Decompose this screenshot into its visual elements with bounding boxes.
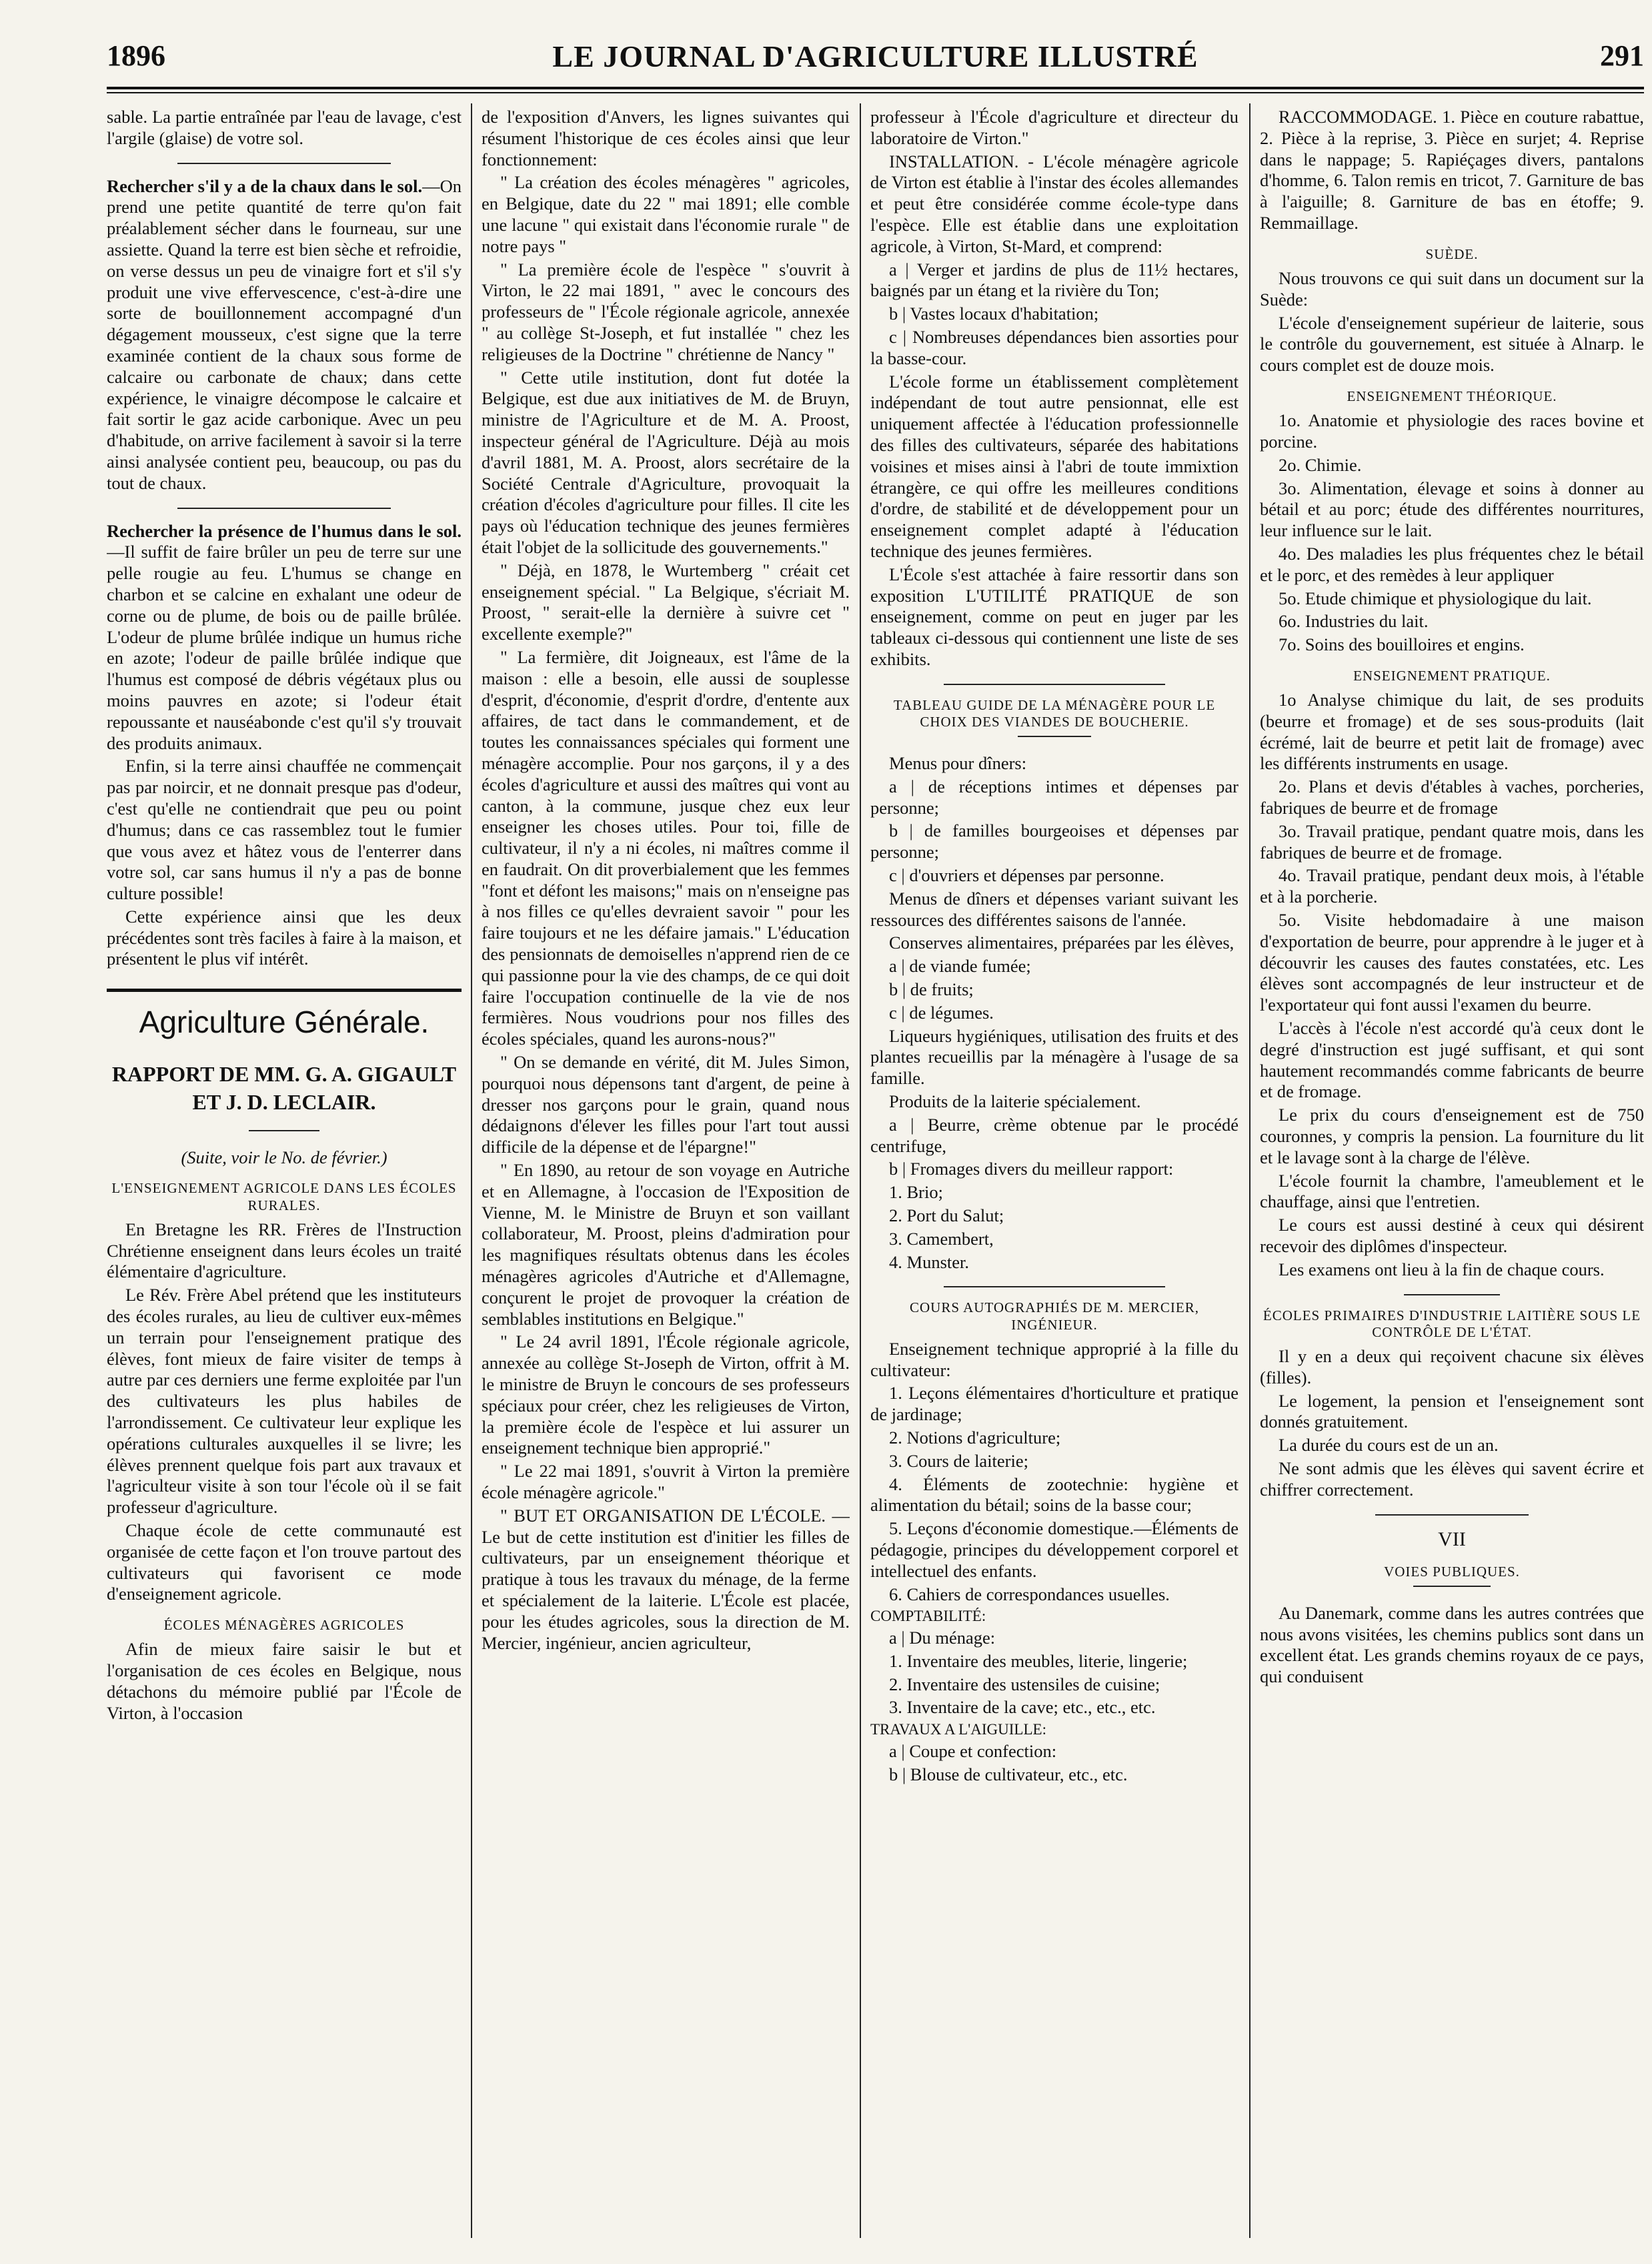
section-heading: VOIES PUBLIQUES. bbox=[1384, 1563, 1520, 1580]
paragraph: Le cours est aussi destiné à ceux qui désirent recevoir des diplômes d'inspecteur. bbox=[1260, 1215, 1644, 1257]
column-divider bbox=[471, 103, 472, 2238]
section-rule bbox=[107, 989, 462, 992]
paragraph: " Déjà, en 1878, le Wurtemberg " créait cet enseignement spécial. " La Belgique, s'écriait M. Proost, " serait-elle la dernière à suivre cet " excellente exemple?" bbox=[482, 560, 850, 644]
separator bbox=[1413, 1586, 1490, 1587]
paragraph: Menus de dîners et dépenses variant suivant les ressources des différentes saisons de l'année. bbox=[870, 888, 1238, 930]
list-item: 4o. Des maladies les plus fréquentes chez le bétail et le porc, et des remèdes à leur appliquer bbox=[1260, 543, 1644, 585]
page-header bbox=[107, 39, 1644, 85]
paragraph: " BUT ET ORGANISATION DE L'ÉCOLE. —Le but de cette institution est d'initier les filles de cultivateurs, par un enseignement théorique et pratique à tous les travaux du ménage, de la ferme et spécialement de la laiterie. L'École est placée, pour les études agricoles, sous la direction de M. Mercier, ingénieur, ancien agriculteur, bbox=[482, 1505, 850, 1653]
separator bbox=[1404, 1294, 1500, 1295]
subheading: Rechercher s'il y a de la chaux dans le sol. bbox=[107, 175, 423, 196]
list-item: 1o. Anatomie et physiologie des races bovine et porcine. bbox=[1260, 410, 1644, 452]
paragraph: Enseignement technique approprié à la fille du cultivateur: bbox=[870, 1338, 1238, 1380]
list-item: 3o. Alimentation, élevage et soins à donner au bétail et au porc; étude des différentes nourritures, leur influence sur le lait. bbox=[1260, 478, 1644, 541]
separator bbox=[177, 508, 390, 509]
paragraph: L'école forme un établissement complètement indépendant de tout autre pensionnat, elle est uniquement affectée à l'éducation professionnelle des filles des cultivateurs, séparée des habitations voisines et mises ainsi à l'abri de toute immixtion étrangère, ce qui offre les meilleures conditions d'ordre, de stabilité et de développement pour un enseignement complet adapté à l'éducation technique des jeunes fermières. bbox=[870, 371, 1238, 561]
list-item: 2. Inventaire des ustensiles de cuisine; bbox=[889, 1674, 1160, 1694]
paragraph: L'école d'enseignement supérieur de laiterie, sous le contrôle du gouvernement, est située à Alnarp. le cours complet est de douze mois. bbox=[1260, 312, 1644, 376]
section-heading: L'ENSEIGNEMENT AGRICOLE DANS LES ÉCOLES RURALES. bbox=[111, 1180, 457, 1213]
separator bbox=[1375, 1514, 1529, 1516]
subheading: TRAVAUX A L'AIGUILLE: bbox=[870, 1721, 1046, 1738]
list-item: 5. Leçons d'économie domestique.—Éléments de pédagogie, principes du développement corporel et intellectuel des enfants. bbox=[870, 1518, 1238, 1581]
column-4 bbox=[1260, 107, 1644, 2238]
paragraph: Chaque école de cette communauté est organisée de cette façon et l'on trouve partout des cultivateurs qui favorisent ce mode d'enseignement agricole. bbox=[107, 1520, 462, 1604]
paragraph: " En 1890, au retour de son voyage en Autriche et en Allemagne, à l'occasion de l'Exposition de Vienne, M. le Ministre de Bruyn et son vaillant collaborateur, M. Proost, pleins d'admiration pour les magnifiques résultats obtenus dans les écoles ménagères agricoles d'Autriche et d'Allemagne, conçurent le projet de provoquer la création de semblables institutions en Belgique." bbox=[482, 1160, 850, 1329]
paragraph: professeur à l'École d'agriculture et directeur du laboratoire de Virton." bbox=[870, 107, 1238, 148]
separator bbox=[944, 684, 1164, 685]
section-heading: ENSEIGNEMENT THÉORIQUE. bbox=[1347, 388, 1557, 404]
list-item: 1. Leçons élémentaires d'horticulture et pratique de jardinage; bbox=[870, 1383, 1238, 1425]
header-rule-thin bbox=[107, 92, 1644, 93]
subheading: COMPTABILITÉ: bbox=[870, 1608, 986, 1625]
separator bbox=[944, 1286, 1164, 1287]
list-item: 2. Port du Salut; bbox=[889, 1205, 1004, 1226]
paragraph: En Bretagne les RR. Frères de l'Instruction Chrétienne enseignent dans leurs écoles un traité élémentaire d'agriculture. bbox=[107, 1219, 462, 1282]
paragraph: Liqueurs hygiéniques, utilisation des fruits et des plantes recueillis par la ménagère à l'usage de sa famille. bbox=[870, 1025, 1238, 1089]
section-heading: ÉCOLES MÉNAGÈRES AGRICOLES bbox=[163, 1617, 405, 1634]
list-item: b | Vastes locaux d'habitation; bbox=[889, 304, 1099, 324]
paragraph: L'accès à l'école n'est accordé qu'à ceux dont le degré d'instruction est jugé suffisant, et qui sont hautement recommandés comme fabricants de beurre et de fromage. bbox=[1260, 1018, 1644, 1102]
paragraph: RACCOMMODAGE. 1. Pièce en couture rabattue, 2. Pièce à la reprise, 3. Pièce en surjet; 4. Reprise dans le nappage; 5. Rapiéçages divers, pantalons d'homme, 6. Talon remis en tricot, 7. Garniture de bas à l'aiguille; 8. Garniture de bas en étoffe; 9. Remmaillage. bbox=[1260, 107, 1644, 233]
journal-title: LE JOURNAL D'AGRICULTURE ILLUSTRÉ bbox=[552, 39, 1198, 73]
paragraph: " La première école de l'espèce " s'ouvrit à Virton, le 22 mai 1891, " avec le concours des professeurs de " l'École régionale agricole, annexée " au collège St-Joseph, et fut installée " chez les religieuses de la Doctrine " chrétienne de Nancy " bbox=[482, 259, 850, 364]
paragraph: " La fermière, dit Joigneaux, est l'âme de la maison : elle a besoin, elle aussi de souplesse d'esprit, d'économie, d'esprit d'ordre, d'entente aux affaires, de tact dans le commandement, et de toutes les connaissances spéciales qui forment une ménagère accomplie. Pour nos garçons, il y a des écoles d'agriculture et aussi des maîtres qui vont au canton, à la commune, jusque chez eux leur enseigner les choses utiles. Pour toi, fille de cultivateur, il n'y a ni écoles, ni maîtres comme il en faudrait. On dit proverbialement que les femmes "font et défont les maisons;" mais on n'enseigne pas à nos filles ce qu'elles devraient savoir " pour les faire toujours et ne les défaire jamais." L'éducation des pensionnats de demoiselles n'apprend rien de ce qui passionne pour la vie des champs, de ce qui doit faire l'occupation continuelle de la vie de nos fermières. Nous voudrions pour nos filles des écoles spéciales, quand les aurons-nous?" bbox=[482, 646, 850, 1049]
paragraph: Le logement, la pension et l'enseignement sont donnés gratuitement. bbox=[1260, 1390, 1644, 1432]
paragraph: Conserves alimentaires, préparées par les élèves, bbox=[889, 933, 1234, 953]
section-heading: ÉCOLES PRIMAIRES D'INDUSTRIE LAITIÈRE SOUS LE CONTRÔLE DE L'ÉTAT. bbox=[1263, 1307, 1641, 1340]
list-item: 3. Camembert, bbox=[889, 1228, 994, 1249]
continuation-note: (Suite, voir le No. de février.) bbox=[181, 1147, 387, 1167]
list-item: b | de fruits; bbox=[889, 979, 974, 1000]
list-item: 2o. Plans et devis d'étables à vaches, porcheries, fabriques de beurre et de fromage bbox=[1260, 776, 1644, 818]
list-item: 3. Cours de laiterie; bbox=[889, 1450, 1028, 1471]
paragraph: sable. La partie entraînée par l'eau de lavage, c'est l'argile (glaise) de votre sol. bbox=[107, 107, 462, 148]
paragraph: Cette expérience ainsi que les deux précédentes sont très faciles à faire à la maison, et présentent le plus vif intérêt. bbox=[107, 906, 462, 969]
paragraph: Les examens ont lieu à la fin de chaque cours. bbox=[1279, 1259, 1605, 1279]
list-item: 1. Brio; bbox=[889, 1182, 943, 1203]
paragraph: Nous trouvons ce qui suit dans un document sur la Suède: bbox=[1260, 267, 1644, 310]
section-heading: ENSEIGNEMENT PRATIQUE. bbox=[1353, 667, 1551, 684]
report-title: RAPPORT DE MM. G. A. GIGAULT ET J. D. LECLAIR. bbox=[111, 1062, 457, 1115]
paragraph: " On se demande en vérité, dit M. Jules Simon, pourquoi nous dépensons tant d'argent, de peine à dresser nos garçons pour le grain, quand nous dédaignons d'élever les filles pour l'art tout aussi difficile de la dépense et de l'épargne!" bbox=[482, 1052, 850, 1157]
paragraph: Afin de mieux faire saisir le but et l'organisation de ces écoles en Belgique, nous détachons du mémoire publié par l'École de Virton, à l'occasion bbox=[107, 1639, 462, 1723]
subheading: Rechercher la présence de l'humus dans le sol. bbox=[107, 520, 462, 541]
paragraph: INSTALLATION. - L'école ménagère agricole de Virton est établie à l'instar des écoles allemandes et peut être considérée comme école-type dans l'espèce. Elle est établie dans une exploitation agricole, à Virton, St-Mard, et comprend: bbox=[870, 151, 1238, 256]
list-item: 3. Inventaire de la cave; etc., etc., etc. bbox=[889, 1697, 1156, 1718]
column-divider bbox=[1249, 103, 1251, 2238]
paragraph: L'École s'est attachée à faire ressortir dans son exposition L'UTILITÉ PRATIQUE de son enseignement, comme on peut en juger par les tableaux ci-dessous qui contiennent une liste de ses exhibits. bbox=[870, 564, 1238, 669]
section-heading: COURS AUTOGRAPHIÉS DE M. MERCIER, INGÉNIEUR. bbox=[910, 1299, 1199, 1333]
list-item: a | Beurre, crème obtenue par le procédé centrifuge, bbox=[870, 1114, 1238, 1156]
list-item: b | Blouse de cultivateur, etc., etc. bbox=[889, 1764, 1128, 1784]
list-item: 5o. Etude chimique et physiologique du lait. bbox=[1279, 588, 1592, 608]
paragraph: —Il suffit de faire brûler un peu de terre sur une pelle rougie au feu. L'humus se change en charbon et se calcine en exhalant une odeur de corne ou de plume, de bois ou de paille brûlée. L'odeur de plume brûlée indique un humus riche en azote; l'odeur de paille brûlée indique que l'humus est composé de débris végétaux plus ou moins pauvres en azote; si l'odeur était repoussante et nauséabonde c'est qu'il s'y trouvait des produits animaux. bbox=[107, 542, 462, 753]
paragraph: " La création des écoles ménagères " agricoles, en Belgique, date du 22 " mai 1891; elle comble une lacune " qui existait dans l'économie rurale " de notre pays " bbox=[482, 172, 850, 256]
column-2 bbox=[482, 107, 850, 2238]
paragraph: Le Rév. Frère Abel prétend que les instituteurs des écoles rurales, au lieu de cultiver eux-mêmes un terrain pour l'enseignement pratique des élèves, font mieux de faire visiter de temps à autre par ces derniers une ferme exploitée par l'un des cultivateurs les plus habiles de l'arrondissement. Ce cultivateur leur explique les opérations culturales auxquelles il se livre; les élèves prennent quelque fois part aux travaux et l'agriculteur visite à son tour l'école où il se fait professeur d'agriculture. bbox=[107, 1285, 462, 1518]
list-item: 1o Analyse chimique du lait, de ses produits (beurre et fromage) et de ses sous-produits (lait écrémé, lait de beurre et petit lait de fromage) avec les différents instruments en usage. bbox=[1260, 690, 1644, 774]
paragraph: Menus pour dîners: bbox=[889, 753, 1027, 774]
separator bbox=[249, 1130, 319, 1131]
list-item: 7o. Soins des bouilloires et engins. bbox=[1279, 634, 1525, 655]
list-item: b | de familles bourgeoises et dépenses par personne; bbox=[870, 820, 1238, 863]
page-number: 291 bbox=[1600, 39, 1644, 72]
header-rule bbox=[107, 87, 1644, 89]
list-item: 4o. Travail pratique, pendant deux mois, à l'étable et à la porcherie. bbox=[1260, 865, 1644, 907]
column-3 bbox=[870, 107, 1238, 2238]
paragraph: Au Danemark, comme dans les autres contrées que nous avons visitées, les chemins publics sont dans un excellent état. Les grands chemins royaux de ce pays, qui conduisent bbox=[1260, 1602, 1644, 1687]
paragraph: —On prend une petite quantité de terre qu'on fait préalablement sécher dans le fourneau, sur une assiette. Quand la terre est bien sèche et refroidie, on verse dessus un peu de vinaigre fort et s'il s'y produit une vive effervescence, c'est-à-dire une sorte de bouillonnement accompagné d'un dégagement mousseux, c'est signe que la terre examinée contient de la chaux sous forme de calcaire ou carbonate de chaux; dans cette expérience, le vinaigre décompose le calcaire et fait sortir le gaz acide carbonique. Avec un peu d'habitude, on arrive facilement à savoir si la terre ainsi analysée contient peu, beaucoup, ou pas du tout de chaux. bbox=[107, 175, 462, 493]
section-title: Agriculture Générale. bbox=[139, 1005, 430, 1040]
section-heading: SUÈDE. bbox=[1425, 245, 1479, 262]
paragraph: Enfin, si la terre ainsi chauffée ne commençait pas par noircir, et ne donnait presque pas d'odeur, c'est qu'elle ne contiendrait que peu ou point d'humus; dans ce cas rassemblez tout le fumier que vous avez et hâtez vous de l'enterrer dans votre sol, car sans humus il n'y a pas de bonne culture possible! bbox=[107, 756, 462, 904]
paragraph: L'école fournit la chambre, l'ameublement et le chauffage, ainsi que l'entretien. bbox=[1260, 1170, 1644, 1212]
list-item: 5o. Visite hebdomadaire à une maison d'exportation de beurre, pour apprendre à le juger et à découvrir les causes des fautes constatées, etc. Les élèves sont accompagnés de leur instructeur et de l'exportateur qui font aussi l'examen du beurre. bbox=[1260, 910, 1644, 1015]
paragraph: " Le 22 mai 1891, s'ouvrit à Virton la première école ménagère agricole." bbox=[482, 1461, 850, 1502]
list-item: a | Verger et jardins de plus de 11½ hectares, baignés par un étang et la rivière du Ton; bbox=[870, 259, 1238, 301]
chapter-number: VII bbox=[1438, 1528, 1466, 1550]
list-item: 6. Cahiers de correspondances usuelles. bbox=[889, 1584, 1170, 1604]
separator bbox=[177, 163, 390, 164]
list-item: b | Fromages divers du meilleur rapport: bbox=[889, 1159, 1174, 1179]
column-1 bbox=[107, 107, 462, 2238]
paragraph: Il y en a deux qui reçoivent chacune six élèves (filles). bbox=[1260, 1345, 1644, 1387]
paragraph: Ne sont admis que les élèves qui savent écrire et chiffrer correctement. bbox=[1260, 1458, 1644, 1500]
paragraph: " Le 24 avril 1891, l'École régionale agricole, annexée au collège St-Joseph de Virton, offrit à M. le ministre de Bruyn le concours de ses professeurs spéciaux pour créer, chez les religieuses de Virton, la première école de l'espèce et lui assurer un enseignement technique bien approprié." bbox=[482, 1331, 850, 1458]
list-item: 2o. Chimie. bbox=[1279, 454, 1362, 475]
list-item: a | de réceptions intimes et dépenses par personne; bbox=[870, 776, 1238, 818]
separator bbox=[1018, 736, 1091, 737]
paragraph: Produits de la laiterie spécialement. bbox=[889, 1091, 1141, 1112]
list-item: c | Nombreuses dépendances bien assorties pour la basse-cour. bbox=[870, 326, 1238, 368]
paragraph: La durée du cours est de un an. bbox=[1279, 1435, 1499, 1456]
list-item: 1. Inventaire des meubles, literie, lingerie; bbox=[889, 1650, 1188, 1671]
list-item: a | de viande fumée; bbox=[889, 956, 1031, 977]
list-item: 2. Notions d'agriculture; bbox=[889, 1427, 1061, 1448]
list-item: a | Coupe et confection: bbox=[889, 1740, 1057, 1761]
section-heading: TABLEAU GUIDE DE LA MÉNAGÈRE POUR LE CHOIX DES VIANDES DE BOUCHERIE. bbox=[893, 696, 1216, 730]
list-item: 4. Munster. bbox=[889, 1251, 969, 1272]
list-item: c | de légumes. bbox=[889, 1002, 994, 1023]
column-divider bbox=[860, 103, 861, 2238]
list-item: a | Du ménage: bbox=[889, 1627, 996, 1648]
list-item: 3o. Travail pratique, pendant quatre mois, dans les fabriques de beurre et de fromage. bbox=[1260, 820, 1644, 863]
paragraph: Le prix du cours d'enseignement est de 750 couronnes, y compris la pension. La fourniture du lit et le lavage sont à la charge de l'élève. bbox=[1260, 1105, 1644, 1167]
list-item: c | d'ouvriers et dépenses par personne. bbox=[889, 865, 1164, 886]
list-item: 4. Éléments de zootechnie: hygiène et alimentation du bétail; soins de la basse cour; bbox=[870, 1474, 1238, 1516]
paragraph: de l'exposition d'Anvers, les lignes suivantes qui résument l'historique de ces écoles ainsi que leur fonctionnement: bbox=[482, 107, 850, 169]
header-year: 1896 bbox=[107, 39, 165, 72]
list-item: 6o. Industries du lait. bbox=[1279, 611, 1429, 632]
paragraph: " Cette utile institution, dont fut dotée la Belgique, est due aux initiatives de M. de Bruyn, ministre de l'Agriculture et de M. A. Proost, inspecteur général de l'Agriculture. Déjà au mois d'avril 1881, M. A. Proost, alors secrétaire de la Société Centrale d'Agriculture, provoquait la création d'écoles d'agriculture pour filles. Il cite les pays où l'éducation technique des jeunes fermières était l'objet de la sollicitude des gouvernements." bbox=[482, 367, 850, 557]
